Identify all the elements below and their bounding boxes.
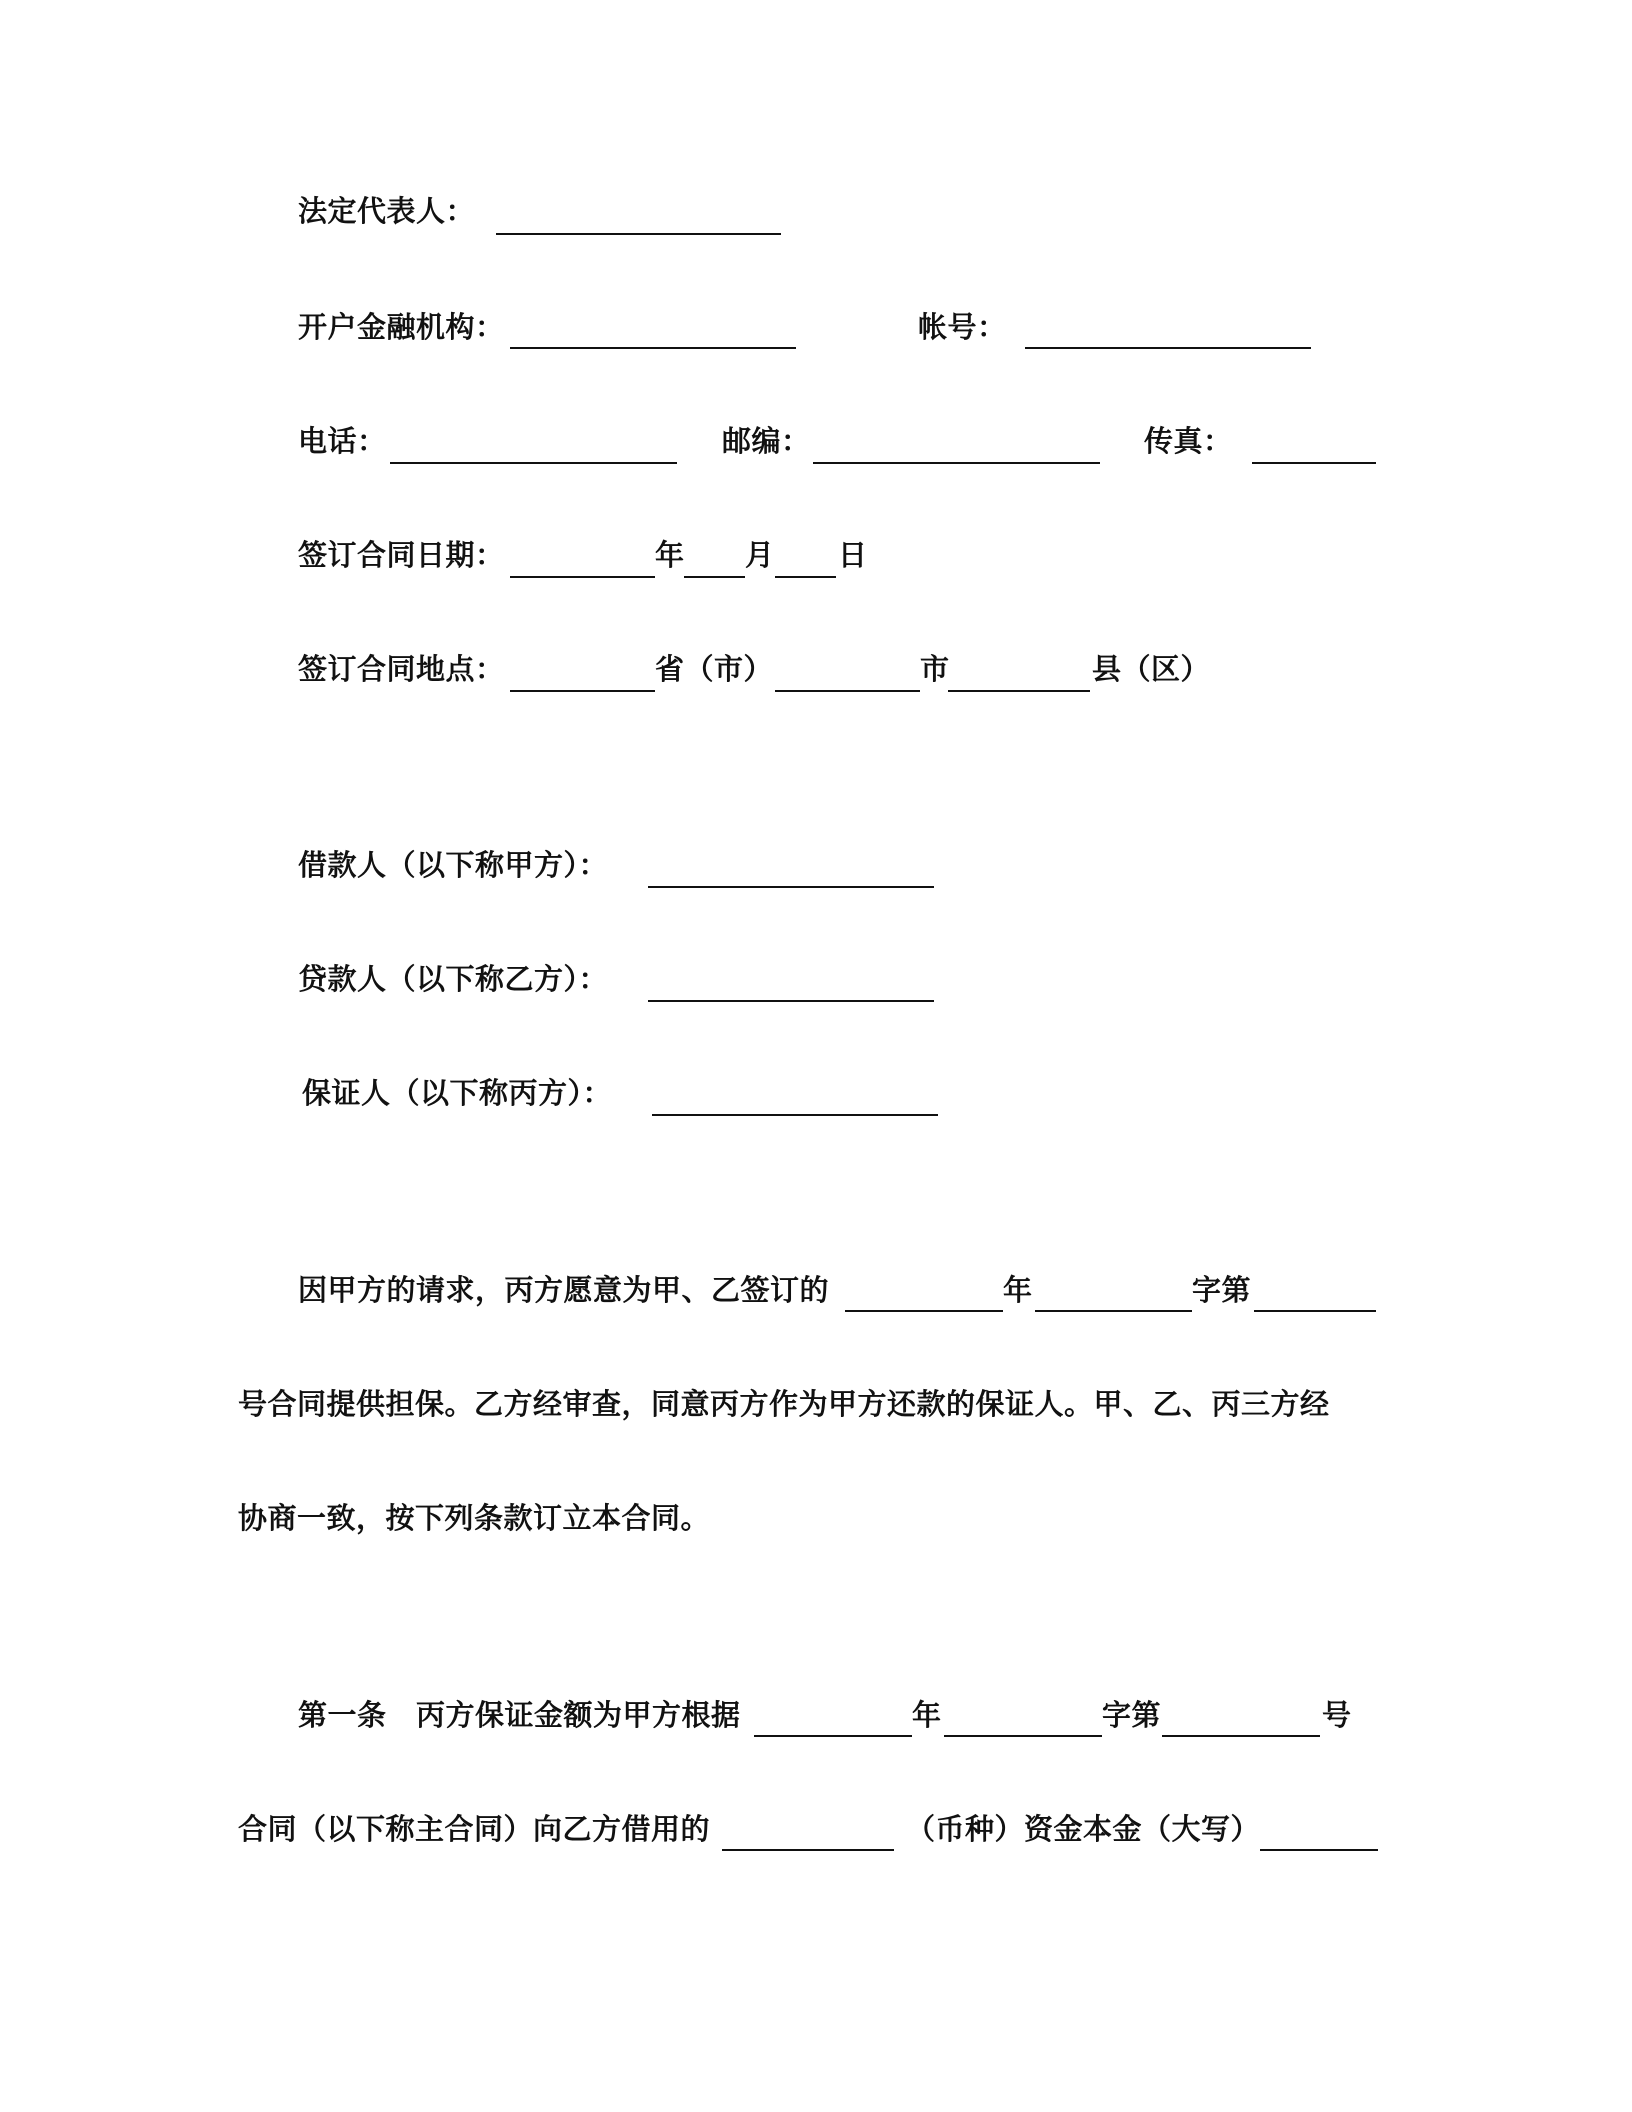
preamble-line2: 号合同提供担保。乙方经审查，同意丙方作为甲方还款的保证人。甲、乙、丙三方经 [238, 1387, 1330, 1421]
sign-month-field[interactable] [684, 576, 745, 578]
article1-line1-a: 第一条 丙方保证金额为甲方根据 [298, 1698, 741, 1732]
preamble-line1-a: 因甲方的请求，丙方愿意为甲、乙签订的 [298, 1273, 830, 1307]
sign-date-label: 签订合同日期： [298, 538, 505, 572]
bank-field[interactable] [510, 347, 796, 349]
bank-label: 开户金融机构： [298, 310, 505, 344]
city-field[interactable] [775, 690, 920, 692]
year-label: 年 [655, 538, 685, 572]
city-label: 市 [920, 652, 950, 686]
lender-field[interactable] [648, 1000, 934, 1002]
article1-number-field[interactable] [1162, 1735, 1320, 1737]
preamble-line3: 协商一致，按下列条款订立本合同。 [238, 1501, 711, 1535]
borrower-label: 借款人（以下称甲方）： [298, 848, 609, 882]
sign-day-field[interactable] [775, 576, 836, 578]
postcode-field[interactable] [813, 462, 1100, 464]
article1-line1-c: 字第 [1102, 1698, 1162, 1732]
legal-rep-field[interactable] [496, 233, 781, 235]
county-field[interactable] [948, 690, 1090, 692]
account-label: 帐号： [918, 310, 1007, 344]
guarantor-label: 保证人（以下称丙方）： [302, 1076, 613, 1110]
province-field[interactable] [510, 690, 655, 692]
day-label: 日 [838, 538, 868, 572]
preamble-prefix-field[interactable] [1035, 1310, 1192, 1312]
borrower-field[interactable] [648, 886, 934, 888]
article1-year-field[interactable] [754, 1735, 912, 1737]
article1-prefix-field[interactable] [944, 1735, 1102, 1737]
currency-field[interactable] [722, 1849, 894, 1851]
principal-amount-field[interactable] [1260, 1849, 1378, 1851]
article1-line2-b: （币种）资金本金（大写） [906, 1812, 1261, 1846]
province-label: 省（市） [655, 652, 774, 686]
article1-line2-a: 合同（以下称主合同）向乙方借用的 [238, 1812, 711, 1846]
sign-year-field[interactable] [510, 576, 655, 578]
article1-line1-d: 号 [1322, 1698, 1352, 1732]
legal-rep-label: 法定代表人： [298, 194, 476, 228]
guarantor-field[interactable] [652, 1114, 938, 1116]
article1-line1-b: 年 [912, 1698, 942, 1732]
month-label: 月 [745, 538, 775, 572]
sign-place-label: 签订合同地点： [298, 652, 505, 686]
fax-field[interactable] [1252, 462, 1376, 464]
preamble-year-field[interactable] [845, 1310, 1003, 1312]
phone-field[interactable] [390, 462, 677, 464]
county-label: 县（区） [1092, 652, 1211, 686]
lender-label: 贷款人（以下称乙方）： [298, 962, 609, 996]
fax-label: 传真： [1144, 424, 1233, 458]
account-field[interactable] [1025, 347, 1311, 349]
postcode-label: 邮编： [722, 424, 811, 458]
phone-label: 电话： [298, 424, 387, 458]
preamble-line1-c: 字第 [1192, 1273, 1252, 1307]
preamble-line1-b: 年 [1003, 1273, 1033, 1307]
preamble-number-field[interactable] [1254, 1310, 1376, 1312]
